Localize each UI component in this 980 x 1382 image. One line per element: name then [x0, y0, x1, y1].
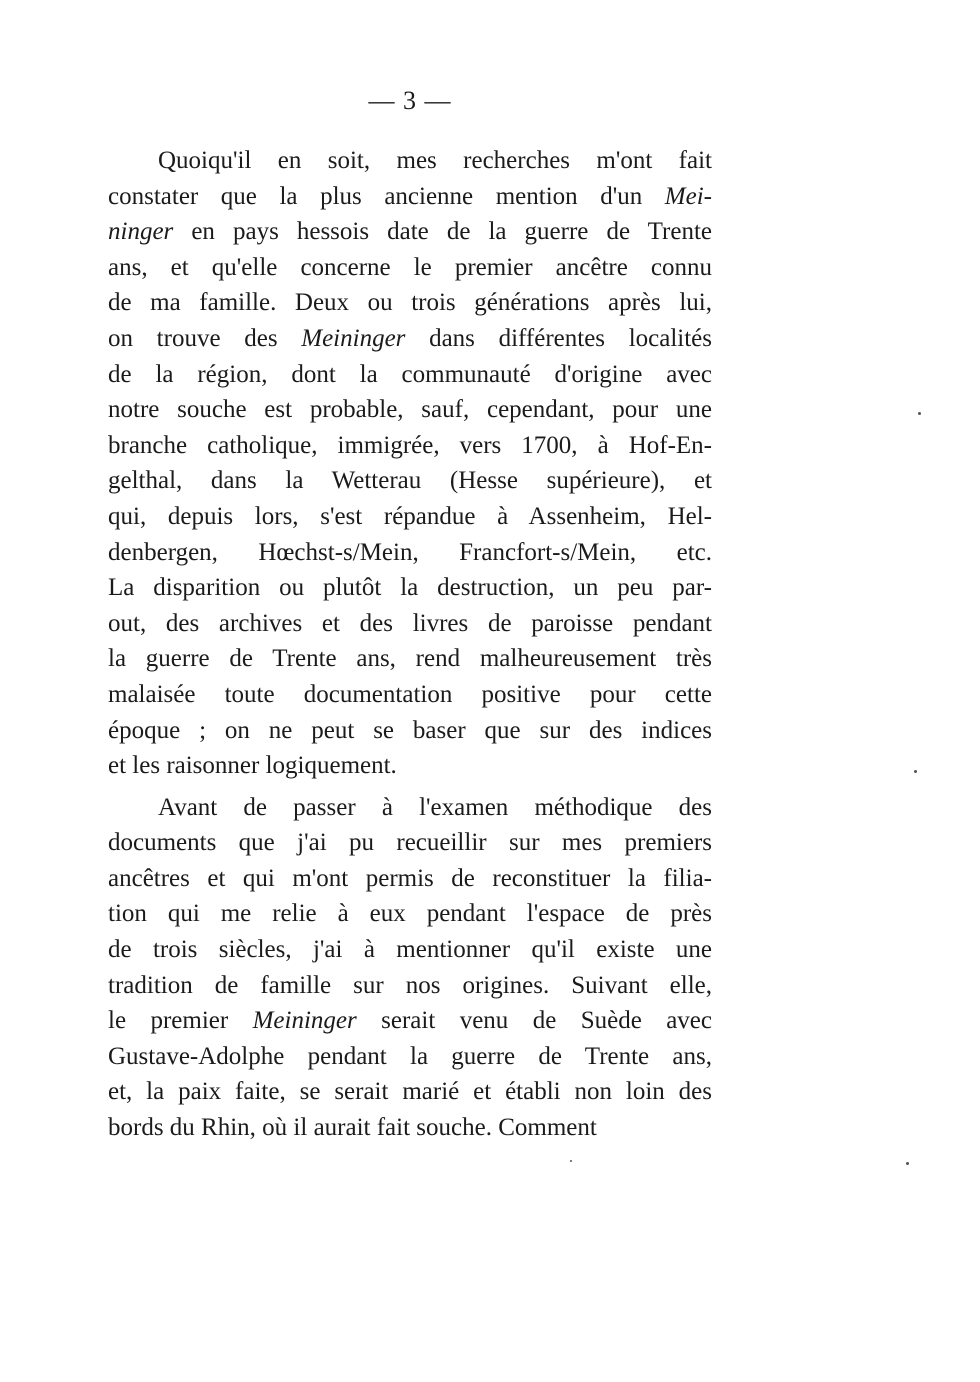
text-line — [108, 1003, 712, 1039]
text-run: branche catholique, immigrée, vers 1700, à Hof-En- — [108, 431, 712, 459]
text-line — [108, 932, 712, 968]
text-run: constater que la plus ancienne mention d'un — [108, 182, 665, 210]
text-line — [108, 1074, 712, 1110]
text-run: le premier — [108, 1007, 253, 1035]
text-line — [108, 214, 712, 250]
text-line — [108, 825, 712, 861]
text-run: et les raisonner logiquement. — [108, 752, 397, 780]
paper-speck — [570, 1160, 572, 1162]
paper-speck — [918, 412, 921, 415]
paper-speck — [906, 1162, 909, 1165]
italic-text: ninger — [108, 218, 174, 246]
text-run: denbergen, Hœchst-s/Mein, Francfort-s/Mein, etc. — [108, 538, 712, 566]
text-line — [108, 748, 712, 784]
text-run: serait venu de Suède avec — [356, 1007, 712, 1035]
text-line — [108, 641, 712, 677]
text-line — [108, 499, 712, 535]
paragraph — [108, 143, 712, 784]
text-line — [108, 357, 712, 393]
text-run: on trouve des — [108, 324, 302, 352]
text-line — [108, 143, 712, 179]
italic-text: Mei- — [664, 182, 712, 210]
text-run: tradition de famille sur nos origines. Suivant elle, — [108, 971, 712, 999]
paragraph — [108, 790, 712, 1146]
text-line — [108, 606, 712, 642]
italic-text: Meininger — [252, 1007, 357, 1035]
text-run: out, des archives et des livres de paroisse pendant — [108, 609, 712, 637]
text-run: époque ; on ne peut se baser que sur des indices — [108, 716, 712, 744]
text-line — [108, 896, 712, 932]
text-line — [108, 285, 712, 321]
text-run: notre souche est probable, sauf, cependant, pour une — [108, 396, 712, 424]
text-line — [108, 250, 712, 286]
text-run: gelthal, dans la Wetterau (Hesse supérieure), et — [108, 467, 712, 495]
text-run: la guerre de Trente ans, rend malheureusement très — [108, 645, 712, 673]
text-line — [108, 1110, 712, 1146]
text-line — [108, 428, 712, 464]
text-run: qui, depuis lors, s'est répandue à Assenheim, Hel- — [108, 502, 712, 530]
page-number: — 3 — — [368, 86, 452, 115]
text-run: de trois siècles, j'ai à mentionner qu'il existe une — [108, 936, 712, 964]
text-run: en pays hessois date de la guerre de Trente — [173, 218, 712, 246]
text-line — [108, 713, 712, 749]
text-line — [108, 677, 712, 713]
text-run: Avant de passer à l'examen méthodique des — [158, 793, 712, 821]
text-line — [108, 463, 712, 499]
text-run: dans différentes localités — [405, 324, 712, 352]
text-run: Gustave-Adolphe pendant la guerre de Trente ans, — [108, 1042, 712, 1070]
text-line — [108, 1039, 712, 1075]
text-run: et, la paix faite, se serait marié et établi non loin des — [108, 1078, 712, 1106]
text-line — [108, 570, 712, 606]
text-run: Quoiqu'il en soit, mes recherches m'ont fait — [158, 147, 712, 174]
italic-text: Meininger — [301, 324, 406, 352]
text-line — [108, 861, 712, 897]
text-run: documents que j'ai pu recueillir sur mes premiers — [108, 829, 712, 857]
text-line — [108, 968, 712, 1004]
text-line — [108, 535, 712, 571]
text-run: malaisée toute documentation positive pour cette — [108, 680, 712, 708]
text-run: bords du Rhin, où il aurait fait souche. Comment — [108, 1114, 597, 1142]
text-run: de la région, dont la communauté d'origine avec — [108, 360, 712, 388]
text-run: La disparition ou plutôt la destruction, un peu par- — [108, 574, 712, 602]
body-text — [108, 143, 712, 1146]
text-run: de ma famille. Deux ou trois générations après lui, — [108, 289, 712, 317]
text-line — [108, 392, 712, 428]
paper-speck — [914, 770, 917, 773]
text-run: ancêtres et qui m'ont permis de reconstituer la filia- — [108, 864, 712, 892]
text-line — [108, 179, 712, 215]
text-run: tion qui me relie à eux pendant l'espace de près — [108, 900, 712, 928]
text-run: ans, et qu'elle concerne le premier ancêtre connu — [108, 253, 712, 281]
text-line — [108, 321, 712, 357]
text-line — [108, 790, 712, 826]
